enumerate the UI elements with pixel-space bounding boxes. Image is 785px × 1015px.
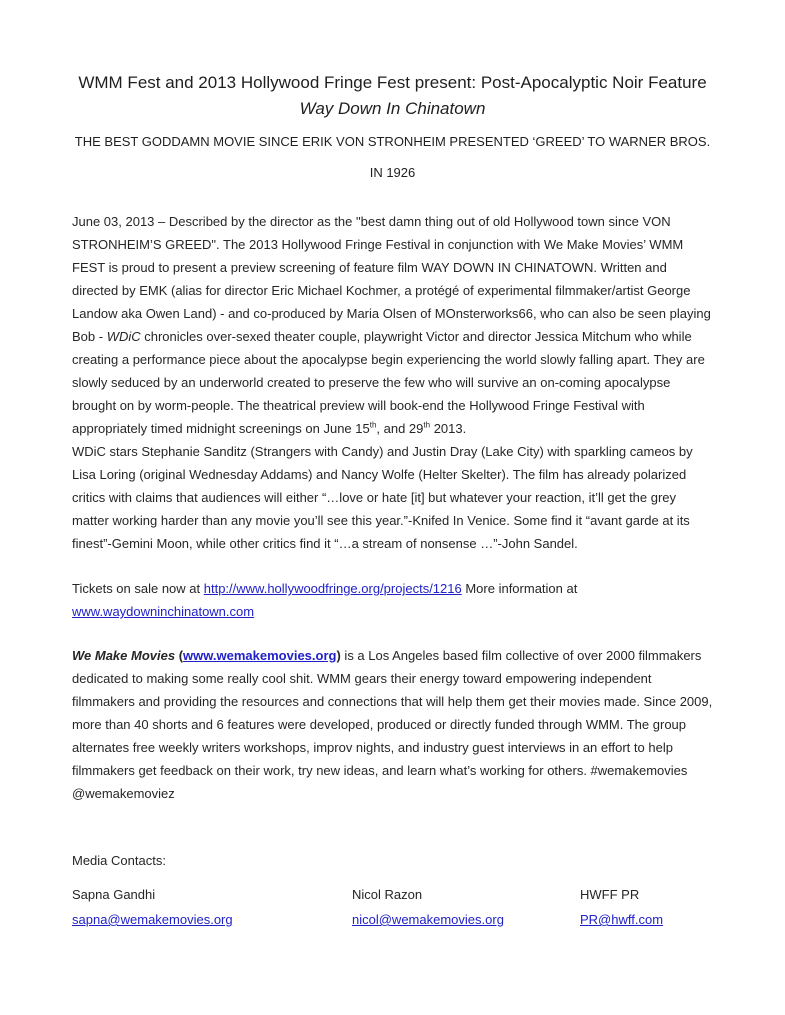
page-title [72,70,713,122]
contact-email-link[interactable]: PR@hwff.com [580,912,664,927]
contact-card-hwff [580,883,713,931]
contact-card-nicol [352,883,580,931]
wemakemovies-link[interactable]: www.wemakemovies.org [183,648,337,663]
text-segment: ( [175,648,184,663]
text-segment: ) [336,648,341,663]
text-segment: More information at [461,581,578,596]
text-segment: WMM Fest and 2013 Hollywood Fringe Fest present: Post-Apocalyptic Noir Feature [78,73,707,92]
text-segment: WDiC [106,329,141,344]
text-segment: We Make Movies [72,648,176,663]
contact-email-link[interactable]: sapna@wemakemovies.org [72,912,233,927]
text-segment: th [423,420,431,430]
contacts-row [72,883,713,931]
text-segment: chronicles over-sexed theater couple, playwright Victor and director Jessica Mitchum who while creating a performance piece about the apocalypse begin experiencing the world slowly falling apart. They are slowly seduced by an underworld created to preserve the few who will survive an on-coming apocalypse brought on by worm-people. The theatrical preview will book-end the Hollywood Fringe Festival with appropriately timed midnight screenings on June 15 [72,329,705,436]
hollywoodfringe-tickets-link[interactable]: http://www.hollywoodfringe.org/projects/1216 [203,581,462,596]
tickets-paragraph [72,577,713,623]
about-wmm-paragraph [72,644,713,805]
contact-card-sapna [72,883,352,931]
tagline: THE BEST GODDAMN MOVIE SINCE ERIK VON STRONHEIM PRESENTED ‘GREED’ TO WARNER BROS. IN 1926 [74,134,711,180]
contact-name: HWFF PR [580,887,640,902]
text-segment: is a Los Angeles based film collective of over 2000 filmmakers dedicated to making some really cool shit. WMM gears their energy toward empowering independent filmmakers and providing the resources and connections that will help them get their movies made. Since 2009, more than 40 shorts and 6 features were developed, produced or directly funded through WMM. The group alternates free weekly writers workshops, improv nights, and industry guest interviews in an effort to help filmmakers get feedback on their work, try new ideas, and learn what’s working for others. #wemakemovies @wemakemoviez [72,648,713,801]
contact-name: Nicol Razon [352,887,423,902]
text-segment: June 03, 2013 – Described by the director as the "best damn thing out of old Hollywood town since VON STRONHEIM’S GREED". The 2013 Hollywood Fringe Festival in conjunction with We Make Movies’ WMM FEST is proud to present a preview screening of feature film WAY DOWN IN CHINATOWN. Written and directed by EMK (alias for director Eric Michael Kochmer, a protégé of experimental filmmaker/artist George Landow aka Owen Land) - and co-produced by Maria Olsen of MOnsterworks66, who can also be seen playing Bob - [72,214,711,344]
text-segment: 2013. [430,421,467,436]
media-contacts-heading: Media Contacts: [72,853,166,868]
text-segment: Tickets on sale now at [72,581,204,596]
waydowninchinatown-link[interactable]: www.waydowninchinatown.com [72,604,255,619]
text-segment: WDiC stars Stephanie Sanditz (Strangers with Candy) and Justin Dray (Lake City) with sparkling cameos by Lisa Loring (original Wednesday Addams) and Nancy Wolfe (Helter Skelter). The film has already polarized critics with claims that audiences will either “…love or hate [it] but whatever your reaction, it’ll get the grey matter working harder than any movie you’ll see this year.”-Knifed In Venice. Some find it “avant garde at its finest”-Gemini Moon, while other critics find it “…a stream of nonsense …”-John Sandel. [72,444,693,551]
contact-name: Sapna Gandhi [72,887,156,902]
text-segment: Way Down In Chinatown [299,99,486,118]
intro-paragraph [72,210,713,555]
text-segment: th [369,420,377,430]
text-segment: , and 29 [376,421,424,436]
contact-email-link[interactable]: nicol@wemakemovies.org [352,912,504,927]
